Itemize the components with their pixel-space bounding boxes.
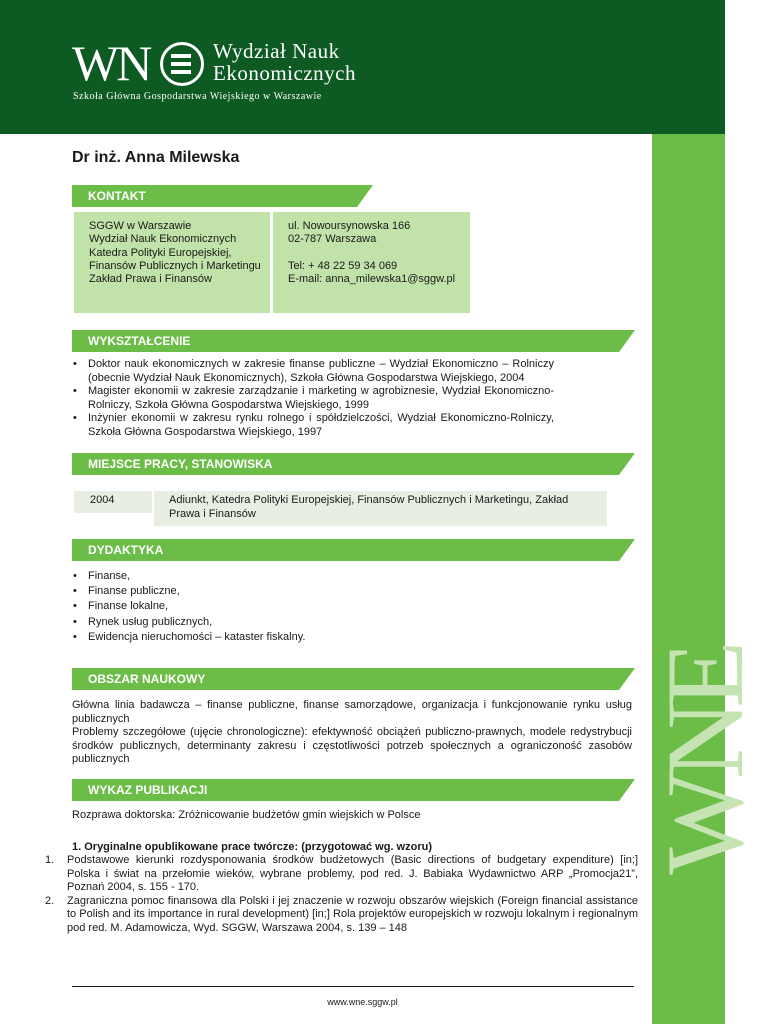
section-header-publications: WYKAZ PUBLIKACJI — [72, 779, 619, 801]
contact-divider — [270, 212, 273, 313]
publications-list — [20, 854, 638, 936]
section-header-research: OBSZAR NAUKOWY — [72, 668, 619, 690]
contact-line — [288, 247, 455, 260]
faculty-title-line2: Ekonomicznych — [213, 61, 356, 85]
section-header-workplace: MIEJSCE PRACY, STANOWISKA — [72, 453, 619, 475]
page-header — [0, 0, 725, 134]
side-watermark — [644, 555, 766, 895]
contact-line: ul. Nowoursynowska 166 — [288, 220, 411, 232]
faculty-title — [213, 40, 356, 84]
section-header-teaching: DYDAKTYKA — [72, 539, 619, 561]
publication-number: 1. — [45, 854, 55, 866]
section-header-education: WYKSZTAŁCENIE — [72, 330, 619, 352]
footer-url[interactable]: www.wne.sggw.pl — [327, 997, 398, 1007]
publication-item — [20, 895, 638, 936]
contact-address-left — [89, 220, 261, 286]
work-description: Adiunkt, Katedra Polityki Europejskiej, Finansów Publicznych i Marketingu, Zakład Prawa i Finansów — [169, 494, 569, 520]
contact-phone: Tel: + 48 22 59 34 069 — [288, 259, 398, 272]
footer-divider — [72, 986, 634, 987]
watermark-logo: WNE — [644, 648, 766, 875]
logo-book-icon — [160, 42, 204, 86]
publication-text: Zagraniczna pomoc finansowa dla Polski i jej znaczenie w rozwoju obszarów wiejskich (Foreign financial assistance to Polish and its importance in rural development) [in;] Rola projektów europejskich w rozwoju lokalnym i regionalnym pod red. M. Adamowicza, Wyd. SGGW, Warszawa 2004, s. 139 – 148 — [67, 894, 638, 934]
education-item: • Magister ekonomii w zakresie zarządzanie i marketing w agrobiznesie, Wydział Ekonomiczno-Rolniczy, Szkoła Główna Gospodarstwa Wiejskiego, 1999 — [72, 385, 554, 412]
teaching-item: • Ewidencja nieruchomości – kataster fiskalny. — [72, 630, 305, 645]
teaching-item: • Finanse publiczne, — [72, 584, 305, 599]
dissertation-title: Rozprawa doktorska: Zróżnicowanie budżetów gmin wiejskich w Polsce — [72, 809, 421, 821]
contact-line: Katedra Polityki Europejskiej, — [89, 246, 232, 259]
contact-line: Zakład Prawa i Finansów — [89, 273, 212, 286]
teaching-item: • Rynek usług publicznych, — [72, 615, 305, 630]
contact-line: 02-787 Warszawa — [288, 233, 377, 246]
contact-line: Finansów Publicznych i Marketingu — [89, 259, 261, 272]
publications-heading: 1. Oryginalne opublikowane prace twórcze: (przygotować wg. wzoru) — [72, 841, 432, 853]
research-text — [72, 699, 632, 767]
teaching-item: • Finanse lokalne, — [72, 599, 305, 614]
publication-text: Podstawowe kierunki rozdysponowania środków budżetowych (Basic directions of budgetary expenditure) [in;] Polska i świat na przełomie wieków, wybrane problemy, pod red. J. Babiaka Wydawnictwo ARP „Promocja21”, Poznań 2004, s. 155 - 170. — [67, 854, 638, 894]
research-detail: Problemy szczegółowe (ujęcie chronologiczne): efektywność obciążeń publiczno-prawnych, modele redystrybucji środków publicznych, determinanty zakresu i częstotliwości potrzeb społecznych a ograniczoność zasobów publicznych — [72, 726, 632, 766]
publication-number: 2. — [45, 894, 55, 907]
contact-email[interactable]: E-mail: anna_milewska1@sggw.pl — [288, 273, 456, 286]
contact-line: SGGW w Warszawie — [89, 220, 192, 232]
section-header-contact: KONTAKT — [72, 185, 357, 207]
university-name: Szkoła Główna Gospodarstwa Wiejskiego w Warszawie — [73, 91, 322, 102]
work-year: 2004 — [90, 494, 115, 506]
education-item: • Doktor nauk ekonomicznych w zakresie finanse publiczne – Wydział Ekonomiczno – Rolniczy (obecnie Wydział Nauk Ekonomicznych), Szkoła Główna Gospodarstwa Wiejskiego, 2004 — [72, 358, 554, 385]
contact-box — [74, 212, 470, 313]
teaching-list — [72, 569, 305, 645]
publication-item — [20, 854, 638, 895]
faculty-title-line1: Wydział Nauk — [213, 39, 340, 63]
person-name: Dr inż. Anna Milewska — [72, 149, 240, 166]
research-main: Główna linia badawcza – finanse publiczne, finanse samorządowe, organizacja i funkcjonowanie rynku usług publicznych — [72, 699, 632, 725]
logo-letters: WN — [72, 35, 150, 91]
contact-address-right — [288, 220, 455, 286]
contact-line: Wydział Nauk Ekonomicznych — [89, 233, 237, 246]
teaching-item: • Finanse, — [72, 569, 305, 584]
education-list — [72, 358, 554, 440]
education-item: • Inżynier ekonomii w zakresu rynku rolnego i spółdzielczości, Wydział Ekonomiczno-Rolniczy, Szkoła Główna Gospodarstwa Wiejskiego, 1997 — [72, 412, 554, 439]
